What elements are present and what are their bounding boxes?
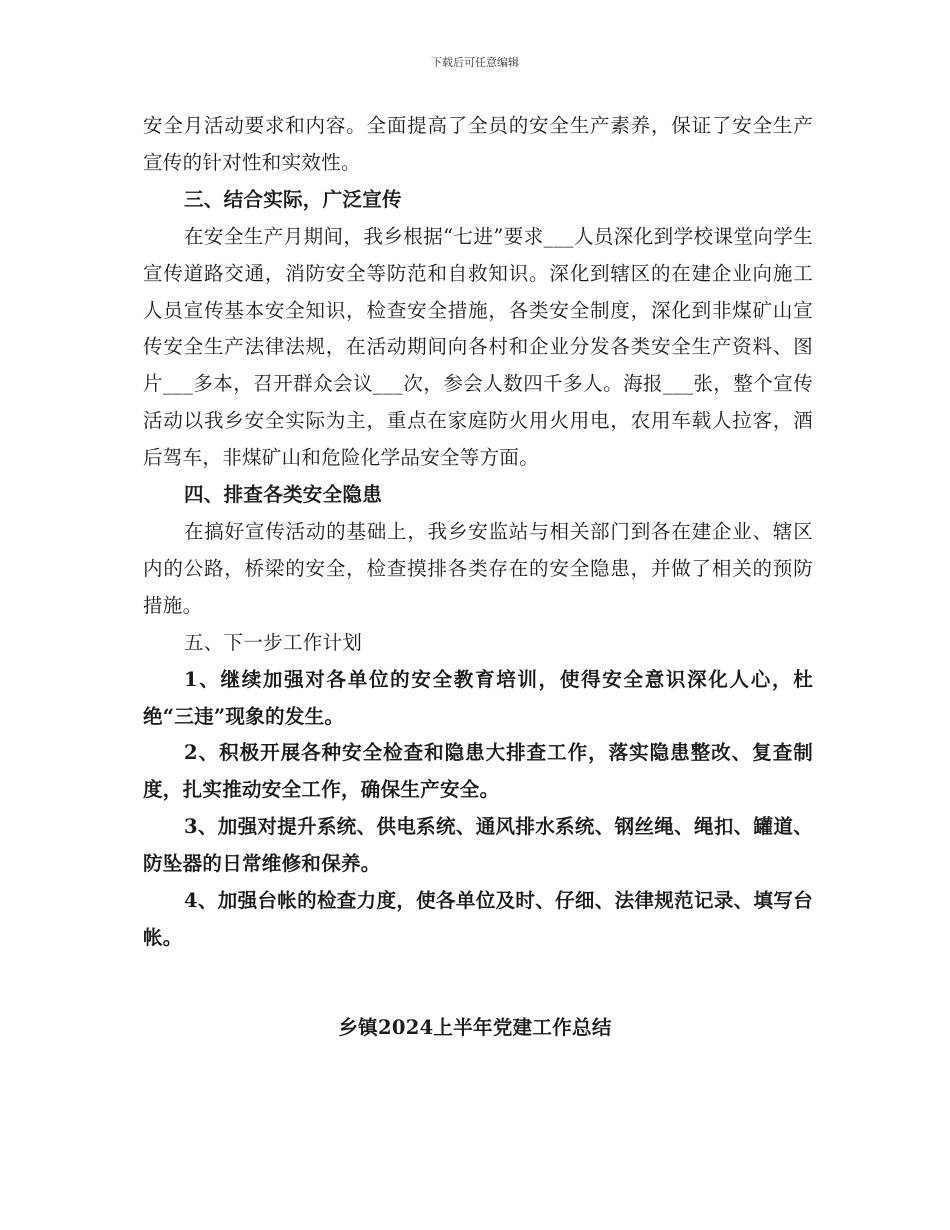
section-heading-4: 四、排查各类安全隐患 (184, 483, 383, 507)
paragraph-hazard-check: 在搞好宣传活动的基础上，我乡安监站与相关部门到各在建企业、辖区内的公路，桥梁的安全，检查摸排各类存在的安全隐患，并做了相关的预防措施。 (143, 519, 813, 617)
section-heading-3: 三、结合实际，广泛宣传 (184, 187, 402, 211)
next-document-title: 乡镇2024上半年党建工作总结 (338, 1016, 612, 1039)
section-heading-5: 五、下一步工作计划 (184, 630, 363, 654)
plan-item-2: 2、积极开展各种安全检查和隐患大排查工作，落实隐患整改、复查制度，扎实推动安全工作，确保生产安全。 (143, 741, 813, 802)
document-body (143, 108, 813, 957)
plan-item-3: 3、加强对提升系统、供电系统、通风排水系统、钢丝绳、绳扣、罐道、防坠器的日常维修和保养。 (143, 815, 813, 876)
plan-item-4: 4、加强台帐的检查力度，使各单位及时、仔细、法律规范记录、填写台帐。 (143, 889, 813, 949)
paragraph-continuation: 安全月活动要求和内容。全面提高了全员的安全生产素养，保证了安全生产宣传的针对性和实效性。 (143, 114, 813, 174)
paragraph-publicity: 在安全生产月期间，我乡根据“七进”要求___人员深化到学校课堂向学生宣传道路交通，消防安全等防范和自救知识。深化到辖区的在建企业向施工人员宣传基本安全知识，检查安全措施，各类安全制度，深化到非煤矿山宣传安全生产法律法规，在活动期间向各村和企业分发各类安全生产资料、图片___多本，召开群众会议___次，参会人数四千多人。海报___张，整个宣传活动以我乡安全实际为主，重点在家庭防火用火用电，农用车载人拉客，酒后驾车，非煤矿山和危险化学品安全等方面。 (143, 224, 813, 470)
plan-item-1: 1、继续加强对各单位的安全教育培训，使得安全意识深化人心，杜绝“三违”现象的发生。 (143, 667, 813, 728)
page-header: 下载后可任意编辑 (431, 56, 519, 69)
